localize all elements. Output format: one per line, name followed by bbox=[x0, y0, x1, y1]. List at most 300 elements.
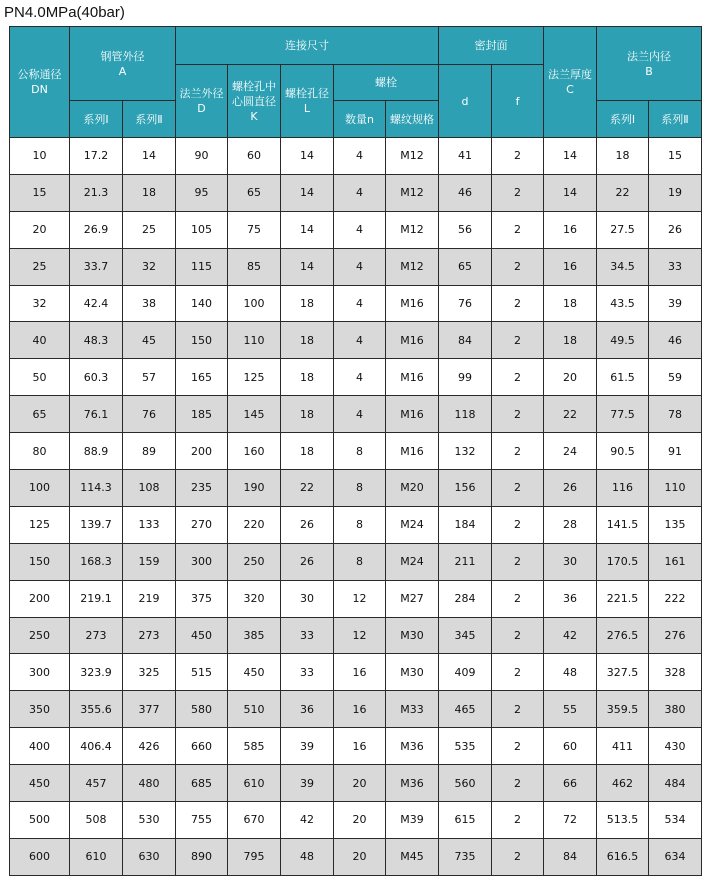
table-cell: 25 bbox=[10, 248, 70, 285]
table-cell: 219 bbox=[123, 580, 176, 617]
table-cell: M20 bbox=[386, 470, 439, 507]
table-cell: 585 bbox=[228, 728, 281, 765]
table-row bbox=[10, 654, 702, 691]
header-connection-label: 连接尺寸 bbox=[285, 39, 329, 52]
table-cell: 75 bbox=[228, 211, 281, 248]
header-bolt-circle-label: 螺栓孔中 心圆直径 K bbox=[232, 79, 276, 123]
table-cell: 18 bbox=[544, 285, 597, 322]
table-cell: 95 bbox=[176, 174, 228, 211]
table-cell: 168.3 bbox=[70, 543, 123, 580]
table-cell: 141.5 bbox=[597, 506, 649, 543]
table-cell: 4 bbox=[334, 285, 386, 322]
table-cell: 535 bbox=[439, 728, 492, 765]
table-cell: 26 bbox=[281, 543, 334, 580]
table-cell: 65 bbox=[228, 174, 281, 211]
header-series1b-label: 系列Ⅰ bbox=[609, 112, 636, 126]
table-cell: 118 bbox=[439, 396, 492, 433]
table-cell: 18 bbox=[281, 396, 334, 433]
table-cell: 284 bbox=[439, 580, 492, 617]
table-cell: M16 bbox=[386, 396, 439, 433]
table-cell: 159 bbox=[123, 543, 176, 580]
table-row bbox=[10, 543, 702, 580]
table-cell: M36 bbox=[386, 728, 439, 765]
table-cell: 2 bbox=[492, 617, 544, 654]
table-cell: 2 bbox=[492, 838, 544, 875]
table-cell: 2 bbox=[492, 211, 544, 248]
table-cell: 2 bbox=[492, 543, 544, 580]
table-cell: 890 bbox=[176, 838, 228, 875]
table-cell: 4 bbox=[334, 138, 386, 175]
table-cell: 20 bbox=[334, 838, 386, 875]
table-cell: 40 bbox=[10, 322, 70, 359]
table-cell: 16 bbox=[334, 654, 386, 691]
table-cell: 300 bbox=[10, 654, 70, 691]
table-row bbox=[10, 396, 702, 433]
table-cell: 20 bbox=[334, 802, 386, 839]
table-cell: M16 bbox=[386, 322, 439, 359]
table-row bbox=[10, 359, 702, 396]
table-cell: 15 bbox=[10, 174, 70, 211]
table-cell: 33 bbox=[281, 617, 334, 654]
table-cell: 30 bbox=[281, 580, 334, 617]
table-cell: 630 bbox=[123, 838, 176, 875]
header-series2b-label: 系列Ⅱ bbox=[661, 112, 689, 126]
table-cell: 500 bbox=[10, 802, 70, 839]
table-cell: 615 bbox=[439, 802, 492, 839]
header-thickness-label: 法兰厚度 C bbox=[548, 68, 592, 96]
table-cell: 426 bbox=[123, 728, 176, 765]
table-cell: 60 bbox=[228, 138, 281, 175]
table-cell: 20 bbox=[334, 765, 386, 802]
table-cell: 375 bbox=[176, 580, 228, 617]
table-cell: 57 bbox=[123, 359, 176, 396]
table-row bbox=[10, 433, 702, 470]
table-cell: 670 bbox=[228, 802, 281, 839]
table-row bbox=[10, 802, 702, 839]
table-cell: 4 bbox=[334, 396, 386, 433]
table-cell: 409 bbox=[439, 654, 492, 691]
header-thread-label: 螺纹规格 bbox=[390, 112, 434, 126]
table-cell: 39 bbox=[649, 285, 702, 322]
header-flange-id-label: 法兰内径 B bbox=[627, 49, 671, 78]
table-cell: 34.5 bbox=[597, 248, 649, 285]
table-row bbox=[10, 174, 702, 211]
table-cell: 26 bbox=[649, 211, 702, 248]
table-cell: 14 bbox=[281, 138, 334, 175]
table-cell: M33 bbox=[386, 691, 439, 728]
table-cell: M30 bbox=[386, 617, 439, 654]
table-cell: 55 bbox=[544, 691, 597, 728]
header-pipe-od-label: 钢管外径 A bbox=[100, 49, 145, 78]
table-row bbox=[10, 728, 702, 765]
table-cell: 2 bbox=[492, 580, 544, 617]
table-cell: 42.4 bbox=[70, 285, 123, 322]
header-dn-label: 公称通径 DN bbox=[17, 68, 62, 96]
header-qty bbox=[334, 101, 386, 138]
table-cell: 300 bbox=[176, 543, 228, 580]
table-cell: 100 bbox=[228, 285, 281, 322]
table-cell: M39 bbox=[386, 802, 439, 839]
table-cell: 77.5 bbox=[597, 396, 649, 433]
table-cell: 323.9 bbox=[70, 654, 123, 691]
header-series1 bbox=[70, 101, 123, 138]
table-cell: 2 bbox=[492, 138, 544, 175]
table-cell: 61.5 bbox=[597, 359, 649, 396]
table-cell: 132 bbox=[439, 433, 492, 470]
table-cell: 2 bbox=[492, 654, 544, 691]
header-sealing bbox=[439, 27, 544, 65]
table-cell: 91 bbox=[649, 433, 702, 470]
table-cell: 400 bbox=[10, 728, 70, 765]
table-cell: 600 bbox=[10, 838, 70, 875]
table-cell: 28 bbox=[544, 506, 597, 543]
table-cell: 46 bbox=[439, 174, 492, 211]
table-row bbox=[10, 691, 702, 728]
table-cell: 18 bbox=[281, 359, 334, 396]
table-cell: 165 bbox=[176, 359, 228, 396]
table-cell: 8 bbox=[334, 543, 386, 580]
table-cell: M12 bbox=[386, 138, 439, 175]
header-d bbox=[439, 65, 492, 138]
table-cell: 110 bbox=[649, 470, 702, 507]
table-body bbox=[10, 138, 702, 876]
table-cell: 2 bbox=[492, 802, 544, 839]
table-cell: 327.5 bbox=[597, 654, 649, 691]
table-cell: 276.5 bbox=[597, 617, 649, 654]
table-cell: 12 bbox=[334, 617, 386, 654]
table-cell: 14 bbox=[123, 138, 176, 175]
table-cell: 377 bbox=[123, 691, 176, 728]
table-cell: 795 bbox=[228, 838, 281, 875]
table-cell: 170.5 bbox=[597, 543, 649, 580]
table-cell: M27 bbox=[386, 580, 439, 617]
table-cell: 355.6 bbox=[70, 691, 123, 728]
table-cell: 484 bbox=[649, 765, 702, 802]
table-cell: M24 bbox=[386, 543, 439, 580]
table-cell: 27.5 bbox=[597, 211, 649, 248]
header-series1-label: 系列Ⅰ bbox=[83, 112, 109, 126]
table-cell: 99 bbox=[439, 359, 492, 396]
header-series1b bbox=[597, 101, 649, 138]
table-cell: 42 bbox=[544, 617, 597, 654]
table-cell: 20 bbox=[544, 359, 597, 396]
table-cell: 22 bbox=[597, 174, 649, 211]
table-cell: M45 bbox=[386, 838, 439, 875]
table-cell: 250 bbox=[10, 617, 70, 654]
table-cell: 200 bbox=[10, 580, 70, 617]
table-cell: 8 bbox=[334, 433, 386, 470]
table-cell: 685 bbox=[176, 765, 228, 802]
table-cell: 49.5 bbox=[597, 322, 649, 359]
table-cell: 276 bbox=[649, 617, 702, 654]
table-cell: 66 bbox=[544, 765, 597, 802]
table-cell: 18 bbox=[281, 285, 334, 322]
table-cell: 18 bbox=[281, 322, 334, 359]
table-cell: 14 bbox=[544, 174, 597, 211]
table-cell: M16 bbox=[386, 285, 439, 322]
table-cell: 513.5 bbox=[597, 802, 649, 839]
table-cell: 90 bbox=[176, 138, 228, 175]
table-cell: 8 bbox=[334, 470, 386, 507]
table-cell: 380 bbox=[649, 691, 702, 728]
table-row bbox=[10, 322, 702, 359]
table-cell: 10 bbox=[10, 138, 70, 175]
table-cell: 33.7 bbox=[70, 248, 123, 285]
table-cell: 221.5 bbox=[597, 580, 649, 617]
table-cell: 156 bbox=[439, 470, 492, 507]
table-cell: 33 bbox=[649, 248, 702, 285]
table-cell: 457 bbox=[70, 765, 123, 802]
table-cell: 735 bbox=[439, 838, 492, 875]
table-row bbox=[10, 580, 702, 617]
table-cell: 450 bbox=[228, 654, 281, 691]
table-cell: 26 bbox=[281, 506, 334, 543]
table-cell: 755 bbox=[176, 802, 228, 839]
table-cell: 48 bbox=[281, 838, 334, 875]
header-flange-od-label: 法兰外径 D bbox=[179, 87, 224, 115]
table-cell: 2 bbox=[492, 728, 544, 765]
table-cell: 270 bbox=[176, 506, 228, 543]
table-cell: 580 bbox=[176, 691, 228, 728]
table-cell: 80 bbox=[10, 433, 70, 470]
table-cell: 24 bbox=[544, 433, 597, 470]
table-cell: 38 bbox=[123, 285, 176, 322]
table-cell: 21.3 bbox=[70, 174, 123, 211]
table-cell: 2 bbox=[492, 396, 544, 433]
table-cell: 39 bbox=[281, 765, 334, 802]
table-cell: 26.9 bbox=[70, 211, 123, 248]
table-cell: 59 bbox=[649, 359, 702, 396]
table-cell: 235 bbox=[176, 470, 228, 507]
table-cell: 114.3 bbox=[70, 470, 123, 507]
table-row bbox=[10, 211, 702, 248]
table-cell: 22 bbox=[544, 396, 597, 433]
table-cell: 84 bbox=[544, 838, 597, 875]
table-cell: 145 bbox=[228, 396, 281, 433]
table-cell: 116 bbox=[597, 470, 649, 507]
header-bolt-circle bbox=[228, 65, 281, 138]
table-cell: 2 bbox=[492, 174, 544, 211]
table-cell: 450 bbox=[10, 765, 70, 802]
table-cell: 4 bbox=[334, 248, 386, 285]
table-cell: 39 bbox=[281, 728, 334, 765]
table-cell: 46 bbox=[649, 322, 702, 359]
table-cell: 41 bbox=[439, 138, 492, 175]
table-cell: 610 bbox=[70, 838, 123, 875]
table-cell: 219.1 bbox=[70, 580, 123, 617]
table-cell: 105 bbox=[176, 211, 228, 248]
header-bolt-hole-label: 螺栓孔径 L bbox=[285, 87, 329, 115]
table-cell: M12 bbox=[386, 174, 439, 211]
table-cell: 16 bbox=[334, 728, 386, 765]
table-cell: 2 bbox=[492, 248, 544, 285]
table-cell: 560 bbox=[439, 765, 492, 802]
table-cell: 273 bbox=[123, 617, 176, 654]
table-cell: 125 bbox=[10, 506, 70, 543]
table-cell: 78 bbox=[649, 396, 702, 433]
table-cell: 4 bbox=[334, 359, 386, 396]
table-cell: 430 bbox=[649, 728, 702, 765]
table-row bbox=[10, 838, 702, 875]
table-cell: 350 bbox=[10, 691, 70, 728]
table-cell: 76 bbox=[123, 396, 176, 433]
table-cell: 222 bbox=[649, 580, 702, 617]
table-cell: 25 bbox=[123, 211, 176, 248]
table-cell: 18 bbox=[544, 322, 597, 359]
table-cell: 273 bbox=[70, 617, 123, 654]
table-cell: 108 bbox=[123, 470, 176, 507]
table-cell: 530 bbox=[123, 802, 176, 839]
table-cell: 33 bbox=[281, 654, 334, 691]
table-cell: 76.1 bbox=[70, 396, 123, 433]
table-cell: 88.9 bbox=[70, 433, 123, 470]
table-cell: 2 bbox=[492, 506, 544, 543]
table-cell: 160 bbox=[228, 433, 281, 470]
table-cell: 515 bbox=[176, 654, 228, 691]
table-cell: 184 bbox=[439, 506, 492, 543]
table-cell: 4 bbox=[334, 322, 386, 359]
table-cell: 115 bbox=[176, 248, 228, 285]
table-cell: 211 bbox=[439, 543, 492, 580]
table-cell: 100 bbox=[10, 470, 70, 507]
table-cell: 2 bbox=[492, 691, 544, 728]
table-cell: 26 bbox=[544, 470, 597, 507]
table-cell: M36 bbox=[386, 765, 439, 802]
table-cell: 510 bbox=[228, 691, 281, 728]
table-cell: 634 bbox=[649, 838, 702, 875]
table-cell: 48.3 bbox=[70, 322, 123, 359]
header-f-label: f bbox=[515, 94, 520, 108]
table-cell: 161 bbox=[649, 543, 702, 580]
table-cell: 133 bbox=[123, 506, 176, 543]
header-flange-od bbox=[176, 65, 228, 138]
table-cell: 85 bbox=[228, 248, 281, 285]
table-cell: 60.3 bbox=[70, 359, 123, 396]
table-cell: 65 bbox=[10, 396, 70, 433]
table-cell: 72 bbox=[544, 802, 597, 839]
table-cell: M16 bbox=[386, 433, 439, 470]
table-cell: 50 bbox=[10, 359, 70, 396]
table-cell: 8 bbox=[334, 506, 386, 543]
table-cell: 65 bbox=[439, 248, 492, 285]
table-cell: 2 bbox=[492, 359, 544, 396]
table-cell: 450 bbox=[176, 617, 228, 654]
table-cell: 16 bbox=[544, 211, 597, 248]
table-cell: 2 bbox=[492, 285, 544, 322]
table-cell: 406.4 bbox=[70, 728, 123, 765]
table-row bbox=[10, 285, 702, 322]
table-cell: M30 bbox=[386, 654, 439, 691]
table-cell: 18 bbox=[597, 138, 649, 175]
table-cell: 60 bbox=[544, 728, 597, 765]
table-cell: 56 bbox=[439, 211, 492, 248]
table-cell: 89 bbox=[123, 433, 176, 470]
table-cell: 43.5 bbox=[597, 285, 649, 322]
header-bolt-hole bbox=[281, 65, 334, 138]
table-cell: 150 bbox=[10, 543, 70, 580]
table-cell: 2 bbox=[492, 322, 544, 359]
header-dn bbox=[10, 27, 70, 138]
table-cell: 14 bbox=[281, 248, 334, 285]
table-cell: M12 bbox=[386, 211, 439, 248]
table-cell: 185 bbox=[176, 396, 228, 433]
table-cell: M12 bbox=[386, 248, 439, 285]
header-bolt bbox=[334, 65, 439, 101]
table-cell: 32 bbox=[10, 285, 70, 322]
table-cell: 320 bbox=[228, 580, 281, 617]
table-cell: 385 bbox=[228, 617, 281, 654]
table-cell: 411 bbox=[597, 728, 649, 765]
table-cell: 30 bbox=[544, 543, 597, 580]
table-cell: 2 bbox=[492, 470, 544, 507]
table-cell: 18 bbox=[123, 174, 176, 211]
table-cell: 14 bbox=[281, 174, 334, 211]
table-cell: 250 bbox=[228, 543, 281, 580]
table-row bbox=[10, 765, 702, 802]
table-cell: 2 bbox=[492, 765, 544, 802]
header-qty-label: 数量n bbox=[345, 112, 374, 126]
header-sealing-label: 密封面 bbox=[474, 39, 508, 52]
header-connection bbox=[176, 27, 439, 65]
header-d-label: d bbox=[461, 94, 469, 108]
table-cell: M16 bbox=[386, 359, 439, 396]
table-cell: 480 bbox=[123, 765, 176, 802]
table-cell: 345 bbox=[439, 617, 492, 654]
table-cell: 36 bbox=[281, 691, 334, 728]
table-cell: 660 bbox=[176, 728, 228, 765]
table-cell: 190 bbox=[228, 470, 281, 507]
table-cell: 508 bbox=[70, 802, 123, 839]
table-row bbox=[10, 506, 702, 543]
table-cell: 14 bbox=[544, 138, 597, 175]
table-cell: 125 bbox=[228, 359, 281, 396]
header-pipe-od bbox=[70, 27, 176, 101]
table-cell: 462 bbox=[597, 765, 649, 802]
table-cell: 328 bbox=[649, 654, 702, 691]
header-series2b bbox=[649, 101, 702, 138]
table-cell: 4 bbox=[334, 174, 386, 211]
table-cell: 84 bbox=[439, 322, 492, 359]
table-cell: 15 bbox=[649, 138, 702, 175]
table-cell: 110 bbox=[228, 322, 281, 359]
table-cell: 359.5 bbox=[597, 691, 649, 728]
table-cell: 36 bbox=[544, 580, 597, 617]
header-series2 bbox=[123, 101, 176, 138]
table-cell: 534 bbox=[649, 802, 702, 839]
table-cell: 42 bbox=[281, 802, 334, 839]
table-cell: 150 bbox=[176, 322, 228, 359]
table-title: PN4.0MPa(40bar) bbox=[4, 4, 125, 21]
table-cell: 32 bbox=[123, 248, 176, 285]
table-cell: 90.5 bbox=[597, 433, 649, 470]
table-cell: 22 bbox=[281, 470, 334, 507]
table-cell: 2 bbox=[492, 433, 544, 470]
table-cell: 17.2 bbox=[70, 138, 123, 175]
table-cell: 20 bbox=[10, 211, 70, 248]
table-cell: 48 bbox=[544, 654, 597, 691]
table-cell: 4 bbox=[334, 211, 386, 248]
header-bolt-label: 螺栓 bbox=[375, 76, 397, 89]
table-cell: 12 bbox=[334, 580, 386, 617]
table-cell: 465 bbox=[439, 691, 492, 728]
table-row bbox=[10, 617, 702, 654]
table-cell: 140 bbox=[176, 285, 228, 322]
header-thread bbox=[386, 101, 439, 138]
table-row bbox=[10, 138, 702, 175]
table-cell: 200 bbox=[176, 433, 228, 470]
table-cell: 76 bbox=[439, 285, 492, 322]
table-row bbox=[10, 470, 702, 507]
